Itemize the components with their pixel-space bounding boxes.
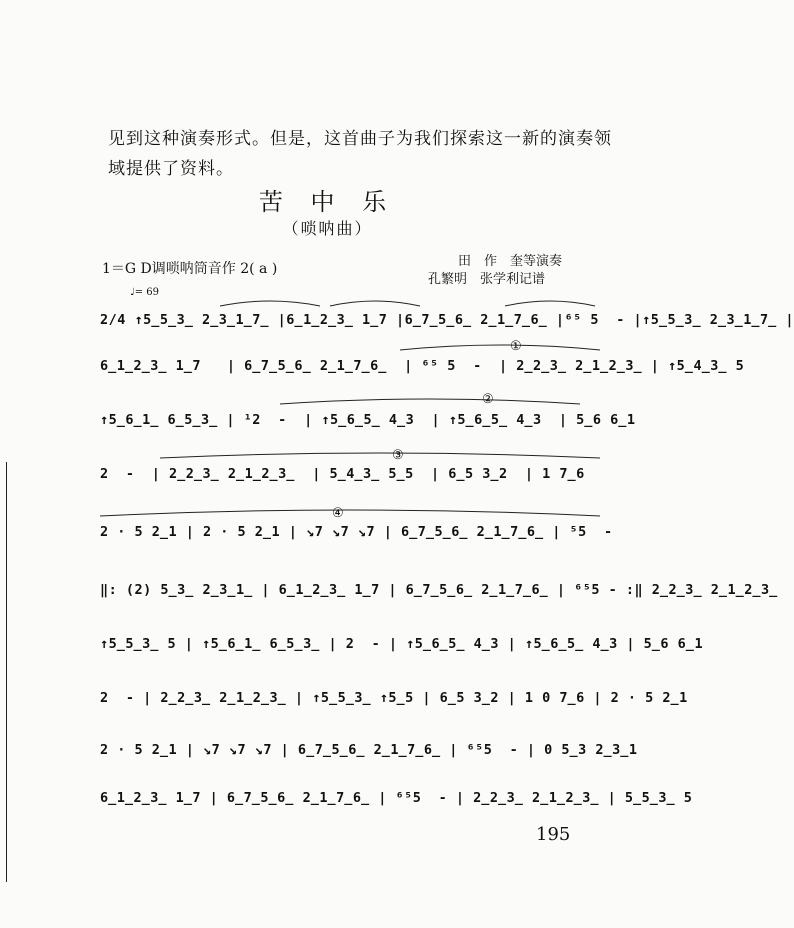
key-signature: 1＝G D调唢呐筒音作 2( a ) — [102, 261, 278, 277]
notation-text: 2 · 5 2̲1 | ↘7 ↘7 ↘7 | 6̲7̲5̲6̲ 2̲1̲7̲6̲ | ⁶⁵5 - | 0 5̲3 2̲3̲1 — [100, 742, 638, 758]
notation-row-1 — [100, 298, 794, 346]
notation-row-6 — [100, 568, 778, 616]
scan-margin-line — [6, 462, 7, 882]
notation-text: 2 - | 2̲2̲3̲ 2̲1̲2̲3̲ | ↑5̲5̲3̲ ↑5̲5 | 6̲5 3̲2 | 1 0 7̲6 | 2 · 5 2̲1 — [100, 690, 688, 706]
song-title: 苦 中 乐 — [258, 188, 397, 216]
credit-transcriber: 孔繁明 张学利记谱 — [428, 272, 546, 287]
notation-text: ↑5̲5̲3̲ 5 | ↑5̲6̲1̲ 6̲5̲3̲ | 2 - | ↑5̲6̲5̲ 4̲3 | ↑5̲6̲5̲ 4̲3 | 5̲6 6̲1 — [100, 636, 704, 652]
section-mark-2: ② — [482, 392, 494, 407]
intro-line-1: 见到这种演奏形式。但是，这首曲子为我们探索这一新的演奏领 — [108, 129, 612, 149]
notation-text: 2 - | 2̲2̲3̲ 2̲1̲2̲3̲ | 5̲4̲3̲ 5̲5 | 6̲5 3̲2 | 1 7̲6 — [100, 466, 585, 482]
notation-text: ↑5̲6̲1̲ 6̲5̲3̲ | ¹2 - | ↑5̲6̲5̲ 4̲3 | ↑5̲6̲5̲ 4̲3 | 5̲6 6̲1 — [100, 412, 636, 428]
notation-text: 2 · 5 2̲1 | 2 · 5 2̲1 | ↘7 ↘7 ↘7 | 6̲7̲5̲6̲ 2̲1̲7̲6̲ | ⁵5 - — [100, 524, 613, 540]
section-mark-1: ① — [510, 339, 522, 354]
credit-performers: 田 作 奎等演奏 — [458, 254, 563, 269]
section-mark-3: ③ — [392, 448, 404, 463]
notation-row-10 — [100, 776, 693, 824]
notation-text: 2/4 ↑5̲5̲3̲ 2̲3̲1̲7̲ |6̲1̲2̲3̲ 1̲7 |6̲7̲5̲6̲ 2̲1̲7̲6̲ |⁶⁵ 5 - |↑5̲5̲3̲ 2̲3̲1̲7̲ | — [100, 312, 794, 328]
notation-text: ‖: (2) 5̲3̲ 2̲3̲1̲ | 6̲1̲2̲3̲ 1̲7 | 6̲7̲5̲6̲ 2̲1̲7̲6̲ | ⁶⁵5 - :‖ 2̲2̲3̲ 2̲1̲2̲3̲ — [100, 582, 778, 598]
notation-text: 6̲1̲2̲3̲ 1̲7 | 6̲7̲5̲6̲ 2̲1̲7̲6̲ | ⁶⁵ 5 - | 2̲2̲3̲ 2̲1̲2̲3̲ | ↑5̲4̲3̲ 5 — [100, 358, 745, 374]
notation-row-8 — [100, 676, 688, 724]
notation-row-5 — [100, 506, 613, 558]
page-number: 195 — [536, 824, 571, 845]
section-mark-4: ④ — [332, 506, 344, 521]
notation-row-7 — [100, 622, 704, 670]
intro-line-2: 域提供了资料。 — [108, 159, 234, 179]
notation-row-3 — [100, 392, 636, 446]
tempo-marking: ♩= 69 — [130, 287, 159, 298]
notation-text: 6̲1̲2̲3̲ 1̲7 | 6̲7̲5̲6̲ 2̲1̲7̲6̲ | ⁶⁵5 - | 2̲2̲3̲ 2̲1̲2̲3̲ | 5̲5̲3̲ 5 — [100, 790, 693, 806]
notation-row-9 — [100, 728, 638, 776]
notation-row-4 — [100, 448, 600, 500]
song-subtitle: （唢呐曲） — [282, 219, 373, 238]
notation-row-2 — [100, 339, 745, 392]
